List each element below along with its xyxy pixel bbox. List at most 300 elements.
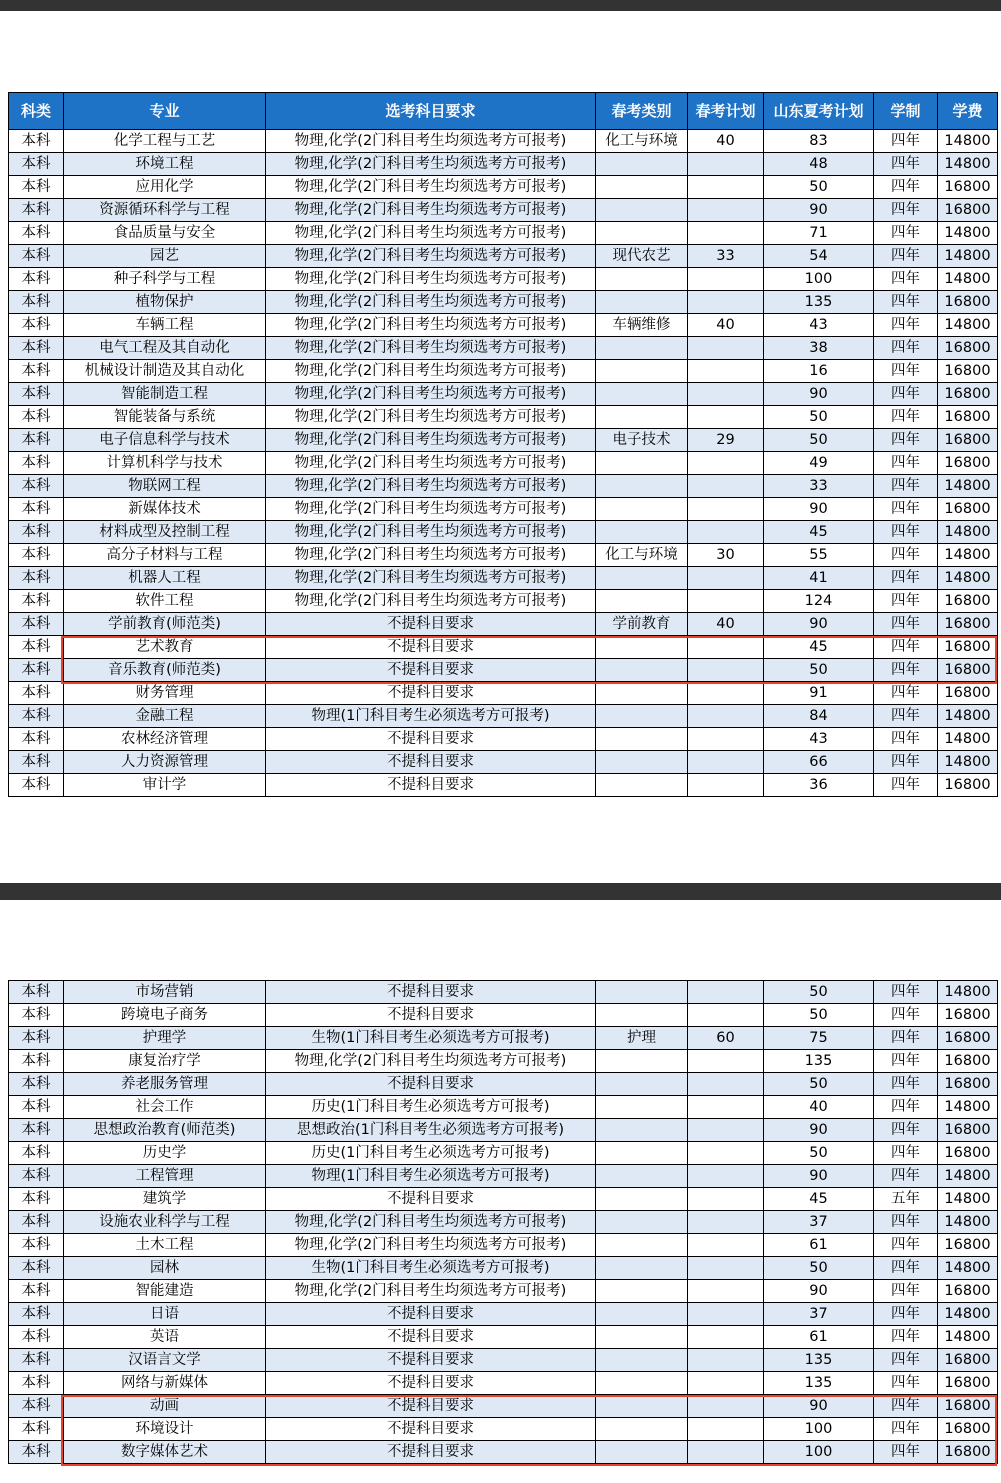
cell-category: 本科 [9,222,64,245]
cell-duration: 四年 [874,199,938,222]
table-row [9,1165,998,1188]
cell-major: 食品质量与安全 [64,222,266,245]
cell-tuition: 16800 [938,498,998,521]
cell-major: 社会工作 [64,1096,266,1119]
table-row [9,1372,998,1395]
cell-subject-requirement: 物理,化学(2门科目考生均须选考方可报考) [266,1280,596,1303]
cell-summer-plan: 90 [764,383,874,406]
table-row [9,291,998,314]
cell-tuition: 16800 [938,1004,998,1027]
cell-category: 本科 [9,1418,64,1441]
cell-tuition: 16800 [938,337,998,360]
header-major: 专业 [64,93,266,130]
cell-major: 跨境电子商务 [64,1004,266,1027]
cell-spring-plan [688,222,764,245]
cell-duration: 四年 [874,1418,938,1441]
table-row [9,705,998,728]
cell-spring-plan [688,774,764,797]
cell-duration: 四年 [874,1119,938,1142]
table-row [9,314,998,337]
cell-duration: 四年 [874,544,938,567]
cell-tuition: 14800 [938,544,998,567]
cell-spring-exam-type [596,1418,688,1441]
cell-spring-plan [688,1004,764,1027]
cell-major: 园艺 [64,245,266,268]
cell-duration: 四年 [874,981,938,1004]
cell-subject-requirement: 物理,化学(2门科目考生均须选考方可报考) [266,590,596,613]
cell-major: 人力资源管理 [64,751,266,774]
cell-summer-plan: 135 [764,291,874,314]
cell-tuition: 14800 [938,1165,998,1188]
cell-duration: 四年 [874,452,938,475]
cell-spring-plan [688,199,764,222]
cell-spring-plan [688,1441,764,1464]
top-dark-band [0,0,1001,11]
cell-category: 本科 [9,1372,64,1395]
table-row [9,452,998,475]
cell-subject-requirement: 物理,化学(2门科目考生均须选考方可报考) [266,153,596,176]
table-row [9,176,998,199]
cell-subject-requirement: 思想政治(1门科目考生必须选考方可报考) [266,1119,596,1142]
cell-spring-exam-type: 车辆维修 [596,314,688,337]
cell-subject-requirement: 物理,化学(2门科目考生均须选考方可报考) [266,475,596,498]
cell-major: 机器人工程 [64,567,266,590]
cell-category: 本科 [9,268,64,291]
cell-tuition: 14800 [938,268,998,291]
cell-spring-exam-type: 现代农艺 [596,245,688,268]
cell-category: 本科 [9,452,64,475]
cell-summer-plan: 90 [764,498,874,521]
cell-major: 财务管理 [64,682,266,705]
cell-subject-requirement: 物理,化学(2门科目考生均须选考方可报考) [266,130,596,153]
cell-subject-requirement: 物理,化学(2门科目考生均须选考方可报考) [266,1234,596,1257]
table-row [9,682,998,705]
cell-subject-requirement: 物理,化学(2门科目考生均须选考方可报考) [266,222,596,245]
table-row [9,1119,998,1142]
cell-summer-plan: 90 [764,613,874,636]
cell-spring-plan [688,636,764,659]
table-row [9,1349,998,1372]
cell-summer-plan: 124 [764,590,874,613]
table-row [9,1211,998,1234]
cell-spring-plan [688,590,764,613]
cell-duration: 四年 [874,176,938,199]
cell-major: 金融工程 [64,705,266,728]
cell-major: 材料成型及控制工程 [64,521,266,544]
cell-summer-plan: 71 [764,222,874,245]
cell-subject-requirement: 物理,化学(2门科目考生均须选考方可报考) [266,314,596,337]
cell-spring-exam-type [596,176,688,199]
cell-tuition: 14800 [938,567,998,590]
cell-duration: 四年 [874,751,938,774]
cell-tuition: 16800 [938,1119,998,1142]
table-row [9,1188,998,1211]
cell-major: 软件工程 [64,590,266,613]
cell-major: 电子信息科学与技术 [64,429,266,452]
cell-tuition: 14800 [938,1096,998,1119]
cell-spring-exam-type: 化工与环境 [596,130,688,153]
cell-major: 市场营销 [64,981,266,1004]
cell-category: 本科 [9,1441,64,1464]
cell-tuition: 16800 [938,774,998,797]
cell-category: 本科 [9,1326,64,1349]
table-row [9,751,998,774]
cell-spring-exam-type: 护理 [596,1027,688,1050]
cell-tuition: 16800 [938,176,998,199]
cell-spring-plan [688,1165,764,1188]
cell-spring-exam-type [596,728,688,751]
cell-duration: 五年 [874,1188,938,1211]
cell-summer-plan: 61 [764,1326,874,1349]
cell-duration: 四年 [874,130,938,153]
cell-tuition: 14800 [938,751,998,774]
cell-summer-plan: 90 [764,1395,874,1418]
cell-tuition: 16800 [938,590,998,613]
cell-tuition: 14800 [938,521,998,544]
cell-category: 本科 [9,291,64,314]
cell-spring-plan [688,1303,764,1326]
header-subject-requirement: 选考科目要求 [266,93,596,130]
cell-spring-exam-type [596,1372,688,1395]
cell-spring-plan: 40 [688,613,764,636]
cell-duration: 四年 [874,728,938,751]
cell-major: 智能制造工程 [64,383,266,406]
cell-major: 车辆工程 [64,314,266,337]
cell-spring-plan [688,1349,764,1372]
cell-duration: 四年 [874,774,938,797]
cell-subject-requirement: 历史(1门科目考生必须选考方可报考) [266,1096,596,1119]
cell-spring-plan [688,1188,764,1211]
table-row [9,1096,998,1119]
cell-spring-plan [688,1119,764,1142]
cell-summer-plan: 50 [764,659,874,682]
cell-tuition: 16800 [938,1073,998,1096]
cell-summer-plan: 40 [764,1096,874,1119]
cell-major: 思想政治教育(师范类) [64,1119,266,1142]
cell-tuition: 16800 [938,199,998,222]
cell-summer-plan: 33 [764,475,874,498]
cell-summer-plan: 50 [764,429,874,452]
cell-spring-plan [688,1326,764,1349]
table-row [9,1326,998,1349]
cell-tuition: 16800 [938,1234,998,1257]
cell-summer-plan: 43 [764,314,874,337]
cell-spring-exam-type [596,981,688,1004]
cell-category: 本科 [9,199,64,222]
cell-spring-plan [688,659,764,682]
cell-subject-requirement: 物理,化学(2门科目考生均须选考方可报考) [266,291,596,314]
table-row [9,544,998,567]
cell-subject-requirement: 不提科目要求 [266,728,596,751]
cell-spring-exam-type [596,360,688,383]
cell-category: 本科 [9,1096,64,1119]
cell-duration: 四年 [874,337,938,360]
cell-spring-plan [688,291,764,314]
cell-summer-plan: 50 [764,981,874,1004]
cell-spring-exam-type [596,1234,688,1257]
cell-tuition: 14800 [938,1257,998,1280]
cell-category: 本科 [9,1280,64,1303]
cell-spring-plan [688,406,764,429]
cell-category: 本科 [9,245,64,268]
table-row [9,1234,998,1257]
cell-major: 环境设计 [64,1418,266,1441]
cell-subject-requirement: 不提科目要求 [266,613,596,636]
cell-subject-requirement: 不提科目要求 [266,1303,596,1326]
table-row [9,1073,998,1096]
cell-summer-plan: 50 [764,1257,874,1280]
cell-tuition: 16800 [938,1027,998,1050]
cell-category: 本科 [9,429,64,452]
cell-duration: 四年 [874,636,938,659]
cell-subject-requirement: 不提科目要求 [266,659,596,682]
cell-major: 环境工程 [64,153,266,176]
cell-summer-plan: 61 [764,1234,874,1257]
cell-duration: 四年 [874,1142,938,1165]
cell-duration: 四年 [874,1372,938,1395]
cell-duration: 四年 [874,1326,938,1349]
cell-spring-plan [688,1142,764,1165]
cell-category: 本科 [9,1050,64,1073]
cell-tuition: 14800 [938,222,998,245]
cell-spring-plan [688,521,764,544]
cell-subject-requirement: 物理,化学(2门科目考生均须选考方可报考) [266,544,596,567]
cell-major: 数字媒体艺术 [64,1441,266,1464]
cell-major: 新媒体技术 [64,498,266,521]
cell-category: 本科 [9,544,64,567]
cell-spring-exam-type: 电子技术 [596,429,688,452]
cell-spring-exam-type [596,153,688,176]
cell-major: 建筑学 [64,1188,266,1211]
cell-subject-requirement: 物理,化学(2门科目考生均须选考方可报考) [266,1050,596,1073]
cell-summer-plan: 38 [764,337,874,360]
table-row [9,590,998,613]
cell-subject-requirement: 物理,化学(2门科目考生均须选考方可报考) [266,268,596,291]
cell-category: 本科 [9,751,64,774]
cell-tuition: 16800 [938,1441,998,1464]
header-category: 科类 [9,93,64,130]
cell-tuition: 14800 [938,130,998,153]
cell-spring-plan [688,567,764,590]
cell-category: 本科 [9,521,64,544]
cell-summer-plan: 100 [764,1441,874,1464]
cell-duration: 四年 [874,1004,938,1027]
cell-subject-requirement: 物理(1门科目考生必须选考方可报考) [266,1165,596,1188]
cell-major: 物联网工程 [64,475,266,498]
cell-spring-exam-type [596,1349,688,1372]
cell-duration: 四年 [874,705,938,728]
header-spring-exam-type: 春考类别 [596,93,688,130]
table-row [9,981,998,1004]
header-summer-plan: 山东夏考计划 [764,93,874,130]
cell-category: 本科 [9,705,64,728]
cell-tuition: 14800 [938,728,998,751]
cell-spring-plan [688,1418,764,1441]
cell-spring-exam-type [596,774,688,797]
cell-tuition: 16800 [938,452,998,475]
cell-subject-requirement: 不提科目要求 [266,682,596,705]
cell-summer-plan: 66 [764,751,874,774]
table-row [9,1257,998,1280]
cell-spring-exam-type [596,1211,688,1234]
cell-spring-exam-type: 化工与环境 [596,544,688,567]
cell-duration: 四年 [874,245,938,268]
cell-category: 本科 [9,682,64,705]
cell-major: 高分子材料与工程 [64,544,266,567]
table-row [9,636,998,659]
cell-spring-exam-type [596,1073,688,1096]
cell-category: 本科 [9,1234,64,1257]
table-row [9,268,998,291]
cell-duration: 四年 [874,1096,938,1119]
cell-spring-plan [688,1257,764,1280]
cell-summer-plan: 91 [764,682,874,705]
cell-duration: 四年 [874,268,938,291]
cell-major: 学前教育(师范类) [64,613,266,636]
cell-category: 本科 [9,1395,64,1418]
table-row [9,498,998,521]
cell-subject-requirement: 物理,化学(2门科目考生均须选考方可报考) [266,360,596,383]
cell-spring-exam-type [596,291,688,314]
cell-spring-plan [688,383,764,406]
cell-category: 本科 [9,337,64,360]
cell-summer-plan: 83 [764,130,874,153]
cell-category: 本科 [9,1188,64,1211]
cell-category: 本科 [9,1004,64,1027]
cell-spring-exam-type [596,406,688,429]
cell-major: 历史学 [64,1142,266,1165]
cell-spring-plan [688,1280,764,1303]
cell-tuition: 16800 [938,360,998,383]
table-row [9,1441,998,1464]
cell-category: 本科 [9,475,64,498]
cell-summer-plan: 90 [764,199,874,222]
cell-major: 种子科学与工程 [64,268,266,291]
cell-subject-requirement: 不提科目要求 [266,1188,596,1211]
cell-tuition: 14800 [938,475,998,498]
cell-major: 智能装备与系统 [64,406,266,429]
cell-subject-requirement: 不提科目要求 [266,1418,596,1441]
cell-subject-requirement: 不提科目要求 [266,1372,596,1395]
cell-duration: 四年 [874,1050,938,1073]
cell-subject-requirement: 不提科目要求 [266,1349,596,1372]
cell-subject-requirement: 物理,化学(2门科目考生均须选考方可报考) [266,176,596,199]
cell-tuition: 16800 [938,1395,998,1418]
cell-duration: 四年 [874,429,938,452]
cell-subject-requirement: 不提科目要求 [266,1073,596,1096]
cell-category: 本科 [9,1119,64,1142]
cell-summer-plan: 50 [764,1073,874,1096]
cell-tuition: 16800 [938,1280,998,1303]
cell-major: 土木工程 [64,1234,266,1257]
cell-summer-plan: 50 [764,1142,874,1165]
cell-duration: 四年 [874,406,938,429]
cell-category: 本科 [9,383,64,406]
cell-duration: 四年 [874,1073,938,1096]
cell-spring-plan [688,153,764,176]
cell-spring-exam-type [596,567,688,590]
cell-tuition: 16800 [938,636,998,659]
cell-tuition: 16800 [938,429,998,452]
cell-major: 植物保护 [64,291,266,314]
cell-subject-requirement: 物理,化学(2门科目考生均须选考方可报考) [266,406,596,429]
cell-category: 本科 [9,636,64,659]
cell-summer-plan: 45 [764,521,874,544]
cell-spring-exam-type [596,1257,688,1280]
cell-tuition: 14800 [938,153,998,176]
table-row [9,222,998,245]
cell-spring-exam-type [596,636,688,659]
table-header-row [9,93,998,130]
cell-spring-exam-type [596,1119,688,1142]
cell-spring-exam-type [596,1050,688,1073]
cell-subject-requirement: 物理,化学(2门科目考生均须选考方可报考) [266,337,596,360]
cell-spring-plan [688,705,764,728]
cell-tuition: 14800 [938,1188,998,1211]
table-row [9,130,998,153]
cell-major: 计算机科学与技术 [64,452,266,475]
cell-summer-plan: 54 [764,245,874,268]
cell-summer-plan: 36 [764,774,874,797]
cell-duration: 四年 [874,590,938,613]
cell-summer-plan: 135 [764,1349,874,1372]
cell-spring-plan: 60 [688,1027,764,1050]
cell-spring-plan [688,751,764,774]
table-row [9,383,998,406]
admission-plan-table-1 [8,92,998,797]
cell-spring-plan [688,1211,764,1234]
cell-category: 本科 [9,498,64,521]
cell-spring-exam-type [596,1280,688,1303]
cell-major: 日语 [64,1303,266,1326]
cell-subject-requirement: 物理(1门科目考生必须选考方可报考) [266,705,596,728]
table-row [9,199,998,222]
cell-summer-plan: 90 [764,1280,874,1303]
cell-major: 应用化学 [64,176,266,199]
cell-duration: 四年 [874,498,938,521]
cell-spring-exam-type [596,1441,688,1464]
table-row [9,728,998,751]
cell-tuition: 16800 [938,659,998,682]
cell-spring-plan [688,1395,764,1418]
cell-duration: 四年 [874,521,938,544]
cell-spring-exam-type [596,1188,688,1211]
table-row [9,567,998,590]
cell-category: 本科 [9,1073,64,1096]
cell-summer-plan: 37 [764,1303,874,1326]
cell-duration: 四年 [874,475,938,498]
table-row [9,659,998,682]
table-row [9,1027,998,1050]
cell-category: 本科 [9,1257,64,1280]
cell-tuition: 16800 [938,1142,998,1165]
cell-category: 本科 [9,1165,64,1188]
cell-category: 本科 [9,1142,64,1165]
cell-tuition: 16800 [938,682,998,705]
cell-spring-plan [688,475,764,498]
cell-spring-exam-type [596,682,688,705]
cell-tuition: 14800 [938,1303,998,1326]
cell-subject-requirement: 不提科目要求 [266,981,596,1004]
cell-category: 本科 [9,728,64,751]
header-duration: 学制 [874,93,938,130]
table-row [9,360,998,383]
cell-summer-plan: 50 [764,1004,874,1027]
table-row [9,774,998,797]
cell-spring-plan [688,268,764,291]
cell-tuition: 16800 [938,1418,998,1441]
cell-spring-plan [688,1073,764,1096]
